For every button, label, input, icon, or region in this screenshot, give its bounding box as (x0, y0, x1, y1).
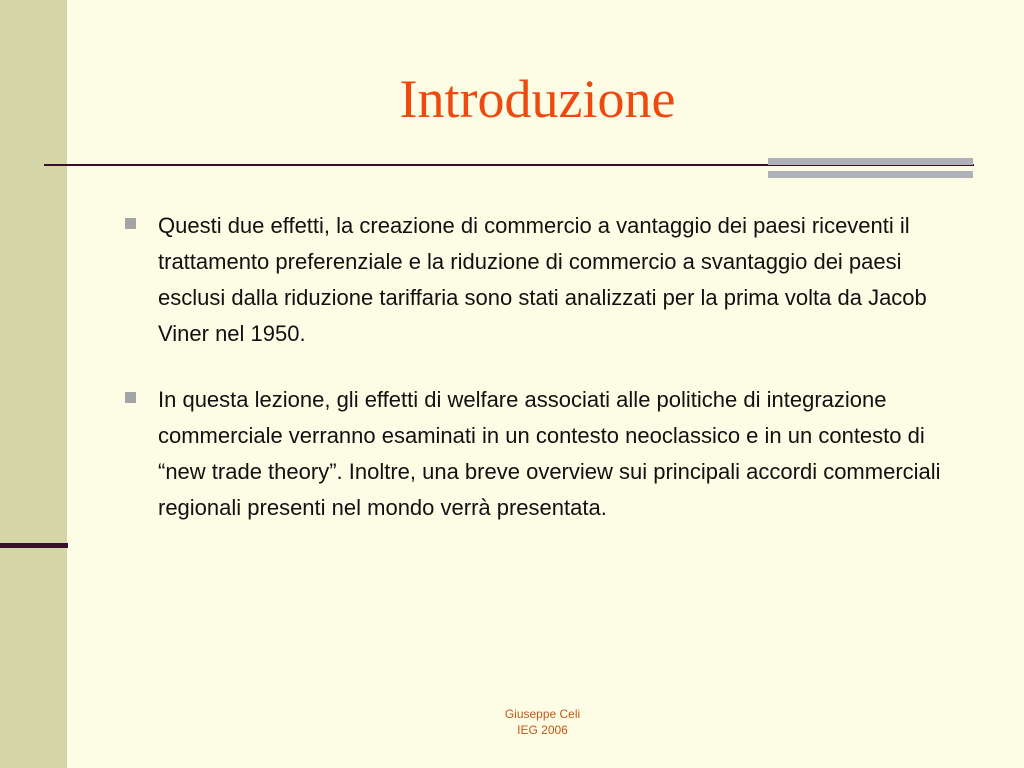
square-bullet-icon (125, 218, 136, 229)
bullet-text: In questa lezione, gli effetti di welfare associati alle politiche di integrazione commerciale verranno esaminati in un contesto neoclassico e in un contesto di “new trade theory”. Inoltre, una breve overview sui principali accordi commerciali regionali presenti nel mondo verrà presentata. (158, 387, 941, 520)
list-item (122, 382, 952, 526)
accent-bar-bottom (768, 171, 973, 178)
bullet-list (122, 208, 952, 556)
footer-author: Giuseppe Celi (504, 707, 581, 721)
footer (440, 706, 645, 738)
list-item (122, 208, 952, 352)
slide-title: Introduzione (399, 69, 676, 129)
bullet-text: Questi due effetti, la creazione di commercio a vantaggio dei paesi riceventi il trattamento preferenziale e la riduzione di commercio a svantaggio dei paesi esclusi dalla riduzione tariffaria sono stati analizzati per la prima volta da Jacob Viner nel 1950. (158, 213, 927, 346)
footer-course: IEG 2006 (517, 723, 568, 737)
square-bullet-icon (125, 392, 136, 403)
left-band-divider (0, 543, 68, 548)
accent-bar-top (768, 158, 973, 165)
